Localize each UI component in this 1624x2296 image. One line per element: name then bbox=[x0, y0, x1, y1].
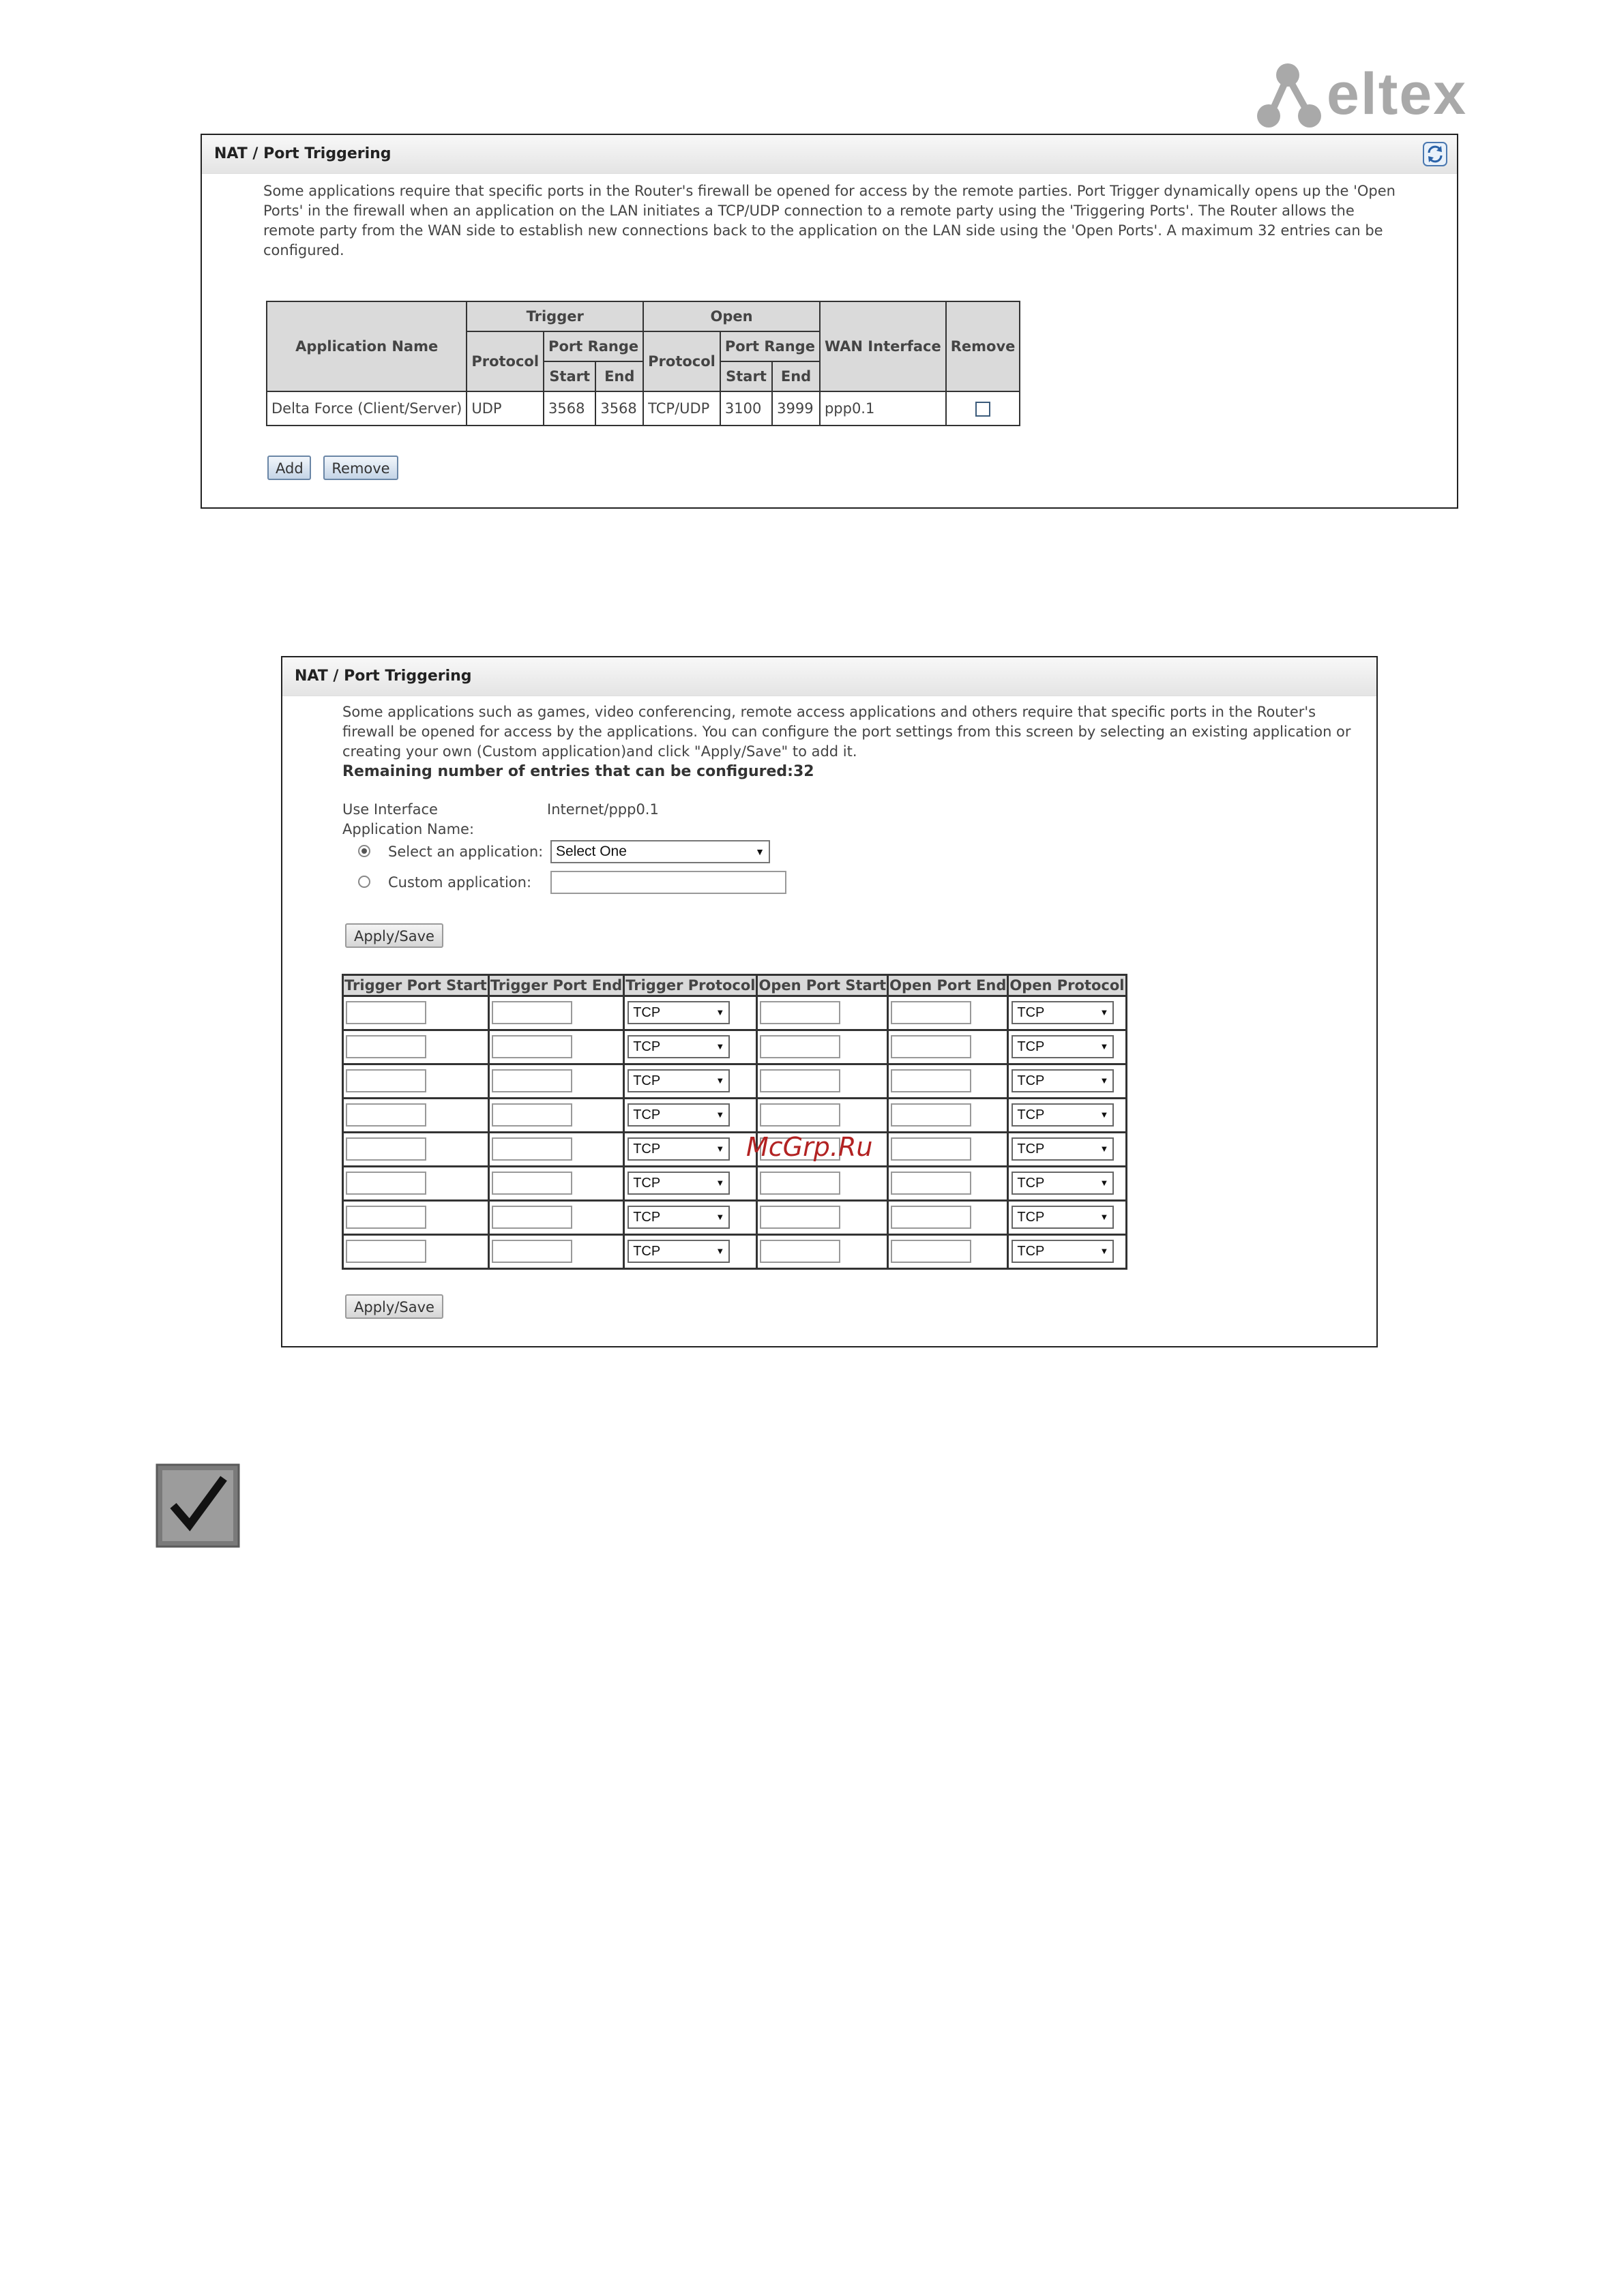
trigger-protocol-select[interactable] bbox=[628, 1001, 730, 1024]
trigger-port-start-input[interactable] bbox=[346, 1240, 426, 1263]
trigger-protocol-select[interactable] bbox=[628, 1035, 730, 1058]
table-cell bbox=[888, 1030, 1008, 1064]
logo-wordmark: eltex bbox=[1327, 61, 1468, 127]
col-application-name: Application Name bbox=[267, 301, 467, 391]
remaining-entries: Remaining number of entries that can be configured:32 bbox=[342, 763, 814, 780]
open-port-start-input[interactable] bbox=[760, 1206, 840, 1229]
panel-title: NAT / Port Triggering bbox=[202, 135, 1457, 174]
open-protocol-select[interactable] bbox=[1012, 1001, 1114, 1024]
apply-save-button-bottom[interactable]: Apply/Save bbox=[345, 1294, 443, 1319]
dropdown-arrow-icon: ▼ bbox=[1099, 1212, 1109, 1222]
table-cell bbox=[624, 1133, 757, 1167]
port-trigger-table bbox=[266, 301, 1020, 426]
col-trigger-port-start: Trigger Port Start bbox=[343, 975, 489, 996]
table-cell bbox=[624, 996, 757, 1030]
protocol-value: TCP bbox=[1017, 1073, 1045, 1088]
table-cell bbox=[757, 1099, 888, 1133]
trigger-protocol-select[interactable] bbox=[628, 1137, 730, 1161]
open-port-start-input[interactable] bbox=[760, 1035, 840, 1058]
table-row bbox=[343, 1235, 1127, 1269]
dropdown-arrow-icon: ▼ bbox=[1099, 1109, 1109, 1120]
open-port-end-input[interactable] bbox=[891, 1001, 971, 1024]
col-trigger: Trigger bbox=[467, 301, 643, 331]
table-row bbox=[267, 391, 1020, 426]
col-trigger-port-end: Trigger Port End bbox=[488, 975, 623, 996]
dropdown-arrow-icon: ▼ bbox=[755, 846, 765, 857]
table-cell bbox=[888, 1133, 1008, 1167]
trigger-port-end-input[interactable] bbox=[492, 1206, 572, 1229]
dropdown-arrow-icon: ▼ bbox=[1099, 1041, 1109, 1052]
use-interface-label: Use Interface bbox=[342, 801, 438, 818]
table-cell bbox=[888, 1167, 1008, 1201]
table-row bbox=[343, 996, 1127, 1030]
trigger-port-start-input[interactable] bbox=[346, 1035, 426, 1058]
protocol-value: TCP bbox=[1017, 1039, 1045, 1054]
trigger-port-end-input[interactable] bbox=[492, 1103, 572, 1127]
open-port-end-input[interactable] bbox=[891, 1103, 971, 1127]
table-cell bbox=[757, 1201, 888, 1235]
table-cell bbox=[1008, 1099, 1126, 1133]
open-port-end-input[interactable] bbox=[891, 1240, 971, 1263]
table-row bbox=[343, 1099, 1127, 1133]
table-cell bbox=[343, 1133, 489, 1167]
col-trigger-protocol: Trigger Protocol bbox=[624, 975, 757, 996]
col-remove: Remove bbox=[946, 301, 1020, 391]
open-protocol-select[interactable] bbox=[1012, 1137, 1114, 1161]
open-port-start-input[interactable] bbox=[760, 1172, 840, 1195]
dropdown-arrow-icon: ▼ bbox=[715, 1075, 725, 1086]
dropdown-arrow-icon: ▼ bbox=[715, 1246, 725, 1256]
table-cell bbox=[343, 1064, 489, 1099]
trigger-protocol-select[interactable] bbox=[628, 1240, 730, 1263]
remove-button[interactable]: Remove bbox=[323, 456, 398, 480]
panel-description: Some applications require that specific ports in the Router's firewall be opened for access by the remote parties. Port Trigger dynamically opens up the 'Open Ports' in the firewall when an application on the LAN initiates a TCP/UDP connection to a remote party using the 'Triggering Ports'. The Router allows the remote party from the WAN side to establish new connections back to the application on the LAN side using the 'Open Ports'. A maximum 32 entries can be configured. bbox=[263, 183, 1396, 258]
cell-open-start: 3100 bbox=[720, 391, 772, 426]
open-protocol-select[interactable] bbox=[1012, 1240, 1114, 1263]
table-cell bbox=[1008, 1201, 1126, 1235]
col-open-port-start: Open Port Start bbox=[757, 975, 888, 996]
cell-application-name: Delta Force (Client/Server) bbox=[267, 391, 467, 426]
open-protocol-select[interactable] bbox=[1012, 1172, 1114, 1195]
table-cell bbox=[343, 1235, 489, 1269]
table-cell bbox=[343, 1201, 489, 1235]
port-entries-table bbox=[342, 974, 1127, 1270]
protocol-value: TCP bbox=[1017, 1005, 1045, 1020]
table-cell bbox=[757, 1030, 888, 1064]
table-row bbox=[343, 1201, 1127, 1235]
col-trigger-protocol: Protocol bbox=[467, 331, 544, 391]
panel-description: Some applications such as games, video conferencing, remote access applications and others require that specific ports in the Router's firewall be opened for access by the applications. You can configure the port settings from this screen by selecting an existing application or creating your own (Custom application)and click "Apply/Save" to add it. bbox=[342, 704, 1351, 760]
trigger-port-end-input[interactable] bbox=[492, 1035, 572, 1058]
table-cell bbox=[888, 996, 1008, 1030]
table-cell bbox=[343, 996, 489, 1030]
add-button[interactable]: Add bbox=[267, 456, 311, 480]
trigger-port-end-input[interactable] bbox=[492, 1001, 572, 1024]
col-trigger-end: End bbox=[595, 361, 643, 391]
select-application-value: Select One bbox=[556, 844, 627, 859]
col-trigger-start: Start bbox=[544, 361, 595, 391]
eltex-logo-icon bbox=[1255, 61, 1323, 130]
trigger-port-start-input[interactable] bbox=[346, 1137, 426, 1161]
trigger-port-end-input[interactable] bbox=[492, 1069, 572, 1092]
open-protocol-select[interactable] bbox=[1012, 1206, 1114, 1229]
open-port-end-input[interactable] bbox=[891, 1137, 971, 1161]
cell-remove bbox=[946, 391, 1020, 426]
table-cell bbox=[1008, 1133, 1126, 1167]
trigger-protocol-select[interactable] bbox=[628, 1172, 730, 1195]
table-cell bbox=[343, 1099, 489, 1133]
open-protocol-select[interactable] bbox=[1012, 1103, 1114, 1127]
table-cell bbox=[343, 1167, 489, 1201]
col-open-start: Start bbox=[720, 361, 772, 391]
trigger-protocol-select[interactable] bbox=[628, 1069, 730, 1092]
table-cell bbox=[1008, 996, 1126, 1030]
table-cell bbox=[488, 1235, 623, 1269]
dropdown-arrow-icon: ▼ bbox=[715, 1178, 725, 1188]
open-port-end-input[interactable] bbox=[891, 1035, 971, 1058]
open-port-start-input[interactable] bbox=[760, 1001, 840, 1024]
table-cell bbox=[888, 1201, 1008, 1235]
port-triggering-add-panel bbox=[281, 656, 1378, 1347]
table-cell bbox=[757, 1167, 888, 1201]
col-open-protocol: Open Protocol bbox=[1008, 975, 1126, 996]
custom-application-radio[interactable] bbox=[358, 876, 370, 888]
protocol-value: TCP bbox=[1017, 1210, 1045, 1225]
dropdown-arrow-icon: ▼ bbox=[1099, 1246, 1109, 1256]
table-header-row bbox=[343, 975, 1127, 996]
apply-save-button-top[interactable]: Apply/Save bbox=[345, 923, 443, 948]
col-open: Open bbox=[643, 301, 820, 331]
dropdown-arrow-icon: ▼ bbox=[715, 1144, 725, 1154]
table-row bbox=[343, 1133, 1127, 1167]
table-cell bbox=[624, 1064, 757, 1099]
cell-open-protocol: TCP/UDP bbox=[643, 391, 720, 426]
cell-trigger-end: 3568 bbox=[595, 391, 643, 426]
use-interface-value: Internet/ppp0.1 bbox=[547, 801, 659, 818]
table-cell bbox=[1008, 1167, 1126, 1201]
protocol-value: TCP bbox=[1017, 1176, 1045, 1191]
table-cell bbox=[488, 1099, 623, 1133]
table-cell bbox=[624, 1167, 757, 1201]
table-cell bbox=[888, 1064, 1008, 1099]
remove-checkbox[interactable] bbox=[975, 402, 990, 417]
table-cell bbox=[624, 1030, 757, 1064]
trigger-port-start-input[interactable] bbox=[346, 1069, 426, 1092]
trigger-port-end-input[interactable] bbox=[492, 1137, 572, 1161]
table-row bbox=[343, 1030, 1127, 1064]
trigger-port-start-input[interactable] bbox=[346, 1103, 426, 1127]
table-cell bbox=[757, 996, 888, 1030]
protocol-value: TCP bbox=[633, 1107, 661, 1122]
table-cell bbox=[488, 996, 623, 1030]
table-cell bbox=[888, 1235, 1008, 1269]
open-port-start-input[interactable] bbox=[760, 1103, 840, 1127]
open-port-end-input[interactable] bbox=[891, 1069, 971, 1092]
dropdown-arrow-icon: ▼ bbox=[1099, 1075, 1109, 1086]
col-open-port-range: Port Range bbox=[720, 331, 820, 361]
custom-application-input[interactable] bbox=[550, 871, 786, 894]
dropdown-arrow-icon: ▼ bbox=[715, 1007, 725, 1017]
col-trigger-port-range: Port Range bbox=[544, 331, 643, 361]
protocol-value: TCP bbox=[633, 1244, 661, 1259]
trigger-port-start-input[interactable] bbox=[346, 1001, 426, 1024]
dropdown-arrow-icon: ▼ bbox=[1099, 1007, 1109, 1017]
eltex-logo bbox=[1255, 61, 1507, 130]
port-triggering-list-panel bbox=[201, 134, 1458, 509]
select-application-dropdown[interactable] bbox=[550, 840, 770, 863]
trigger-port-start-input[interactable] bbox=[346, 1206, 426, 1229]
table-cell bbox=[488, 1201, 623, 1235]
cell-open-end: 3999 bbox=[772, 391, 820, 426]
table-cell bbox=[888, 1099, 1008, 1133]
table-cell bbox=[488, 1030, 623, 1064]
protocol-value: TCP bbox=[633, 1005, 661, 1020]
table-cell bbox=[488, 1167, 623, 1201]
open-protocol-select[interactable] bbox=[1012, 1035, 1114, 1058]
dropdown-arrow-icon: ▼ bbox=[1099, 1144, 1109, 1154]
application-name-label: Application Name: bbox=[342, 821, 475, 837]
trigger-protocol-select[interactable] bbox=[628, 1103, 730, 1127]
col-wan-interface: WAN Interface bbox=[820, 301, 946, 391]
watermark-text: McGrp.Ru bbox=[746, 1132, 873, 1162]
dropdown-arrow-icon: ▼ bbox=[715, 1041, 725, 1052]
table-cell bbox=[624, 1201, 757, 1235]
open-port-start-input[interactable] bbox=[760, 1069, 840, 1092]
table-header-row bbox=[267, 301, 1020, 331]
dropdown-arrow-icon: ▼ bbox=[715, 1109, 725, 1120]
protocol-value: TCP bbox=[633, 1210, 661, 1225]
protocol-value: TCP bbox=[1017, 1244, 1045, 1259]
cell-trigger-start: 3568 bbox=[544, 391, 595, 426]
dropdown-arrow-icon: ▼ bbox=[715, 1212, 725, 1222]
trigger-port-end-input[interactable] bbox=[492, 1240, 572, 1263]
protocol-value: TCP bbox=[1017, 1107, 1045, 1122]
table-cell bbox=[757, 1064, 888, 1099]
table-cell bbox=[624, 1099, 757, 1133]
table-cell bbox=[757, 1235, 888, 1269]
col-open-end: End bbox=[772, 361, 820, 391]
cell-trigger-protocol: UDP bbox=[467, 391, 544, 426]
protocol-value: TCP bbox=[633, 1142, 661, 1157]
table-cell bbox=[488, 1064, 623, 1099]
table-row bbox=[343, 1064, 1127, 1099]
open-port-start-input[interactable] bbox=[760, 1240, 840, 1263]
trigger-port-start-input[interactable] bbox=[346, 1172, 426, 1195]
custom-application-label: Custom application: bbox=[388, 874, 532, 891]
open-protocol-select[interactable] bbox=[1012, 1069, 1114, 1092]
refresh-icon[interactable] bbox=[1423, 142, 1447, 166]
table-row bbox=[343, 1167, 1127, 1201]
checkmark-icon bbox=[156, 1463, 240, 1548]
table-cell bbox=[624, 1235, 757, 1269]
cell-wan-interface: ppp0.1 bbox=[820, 391, 946, 426]
table-cell bbox=[343, 1030, 489, 1064]
col-open-protocol: Protocol bbox=[643, 331, 720, 391]
entry-rows bbox=[343, 996, 1127, 1269]
table-cell bbox=[488, 1133, 623, 1167]
panel-title: NAT / Port Triggering bbox=[282, 657, 1376, 696]
open-port-end-input[interactable] bbox=[891, 1206, 971, 1229]
col-open-port-end: Open Port End bbox=[888, 975, 1008, 996]
protocol-value: TCP bbox=[633, 1176, 661, 1191]
table-cell bbox=[1008, 1030, 1126, 1064]
dropdown-arrow-icon: ▼ bbox=[1099, 1178, 1109, 1188]
open-port-end-input[interactable] bbox=[891, 1172, 971, 1195]
table-cell bbox=[1008, 1064, 1126, 1099]
select-application-radio[interactable] bbox=[358, 845, 370, 857]
table-cell bbox=[1008, 1235, 1126, 1269]
protocol-value: TCP bbox=[1017, 1142, 1045, 1157]
trigger-port-end-input[interactable] bbox=[492, 1172, 572, 1195]
protocol-value: TCP bbox=[633, 1039, 661, 1054]
trigger-protocol-select[interactable] bbox=[628, 1206, 730, 1229]
protocol-value: TCP bbox=[633, 1073, 661, 1088]
select-application-label: Select an application: bbox=[388, 844, 544, 860]
